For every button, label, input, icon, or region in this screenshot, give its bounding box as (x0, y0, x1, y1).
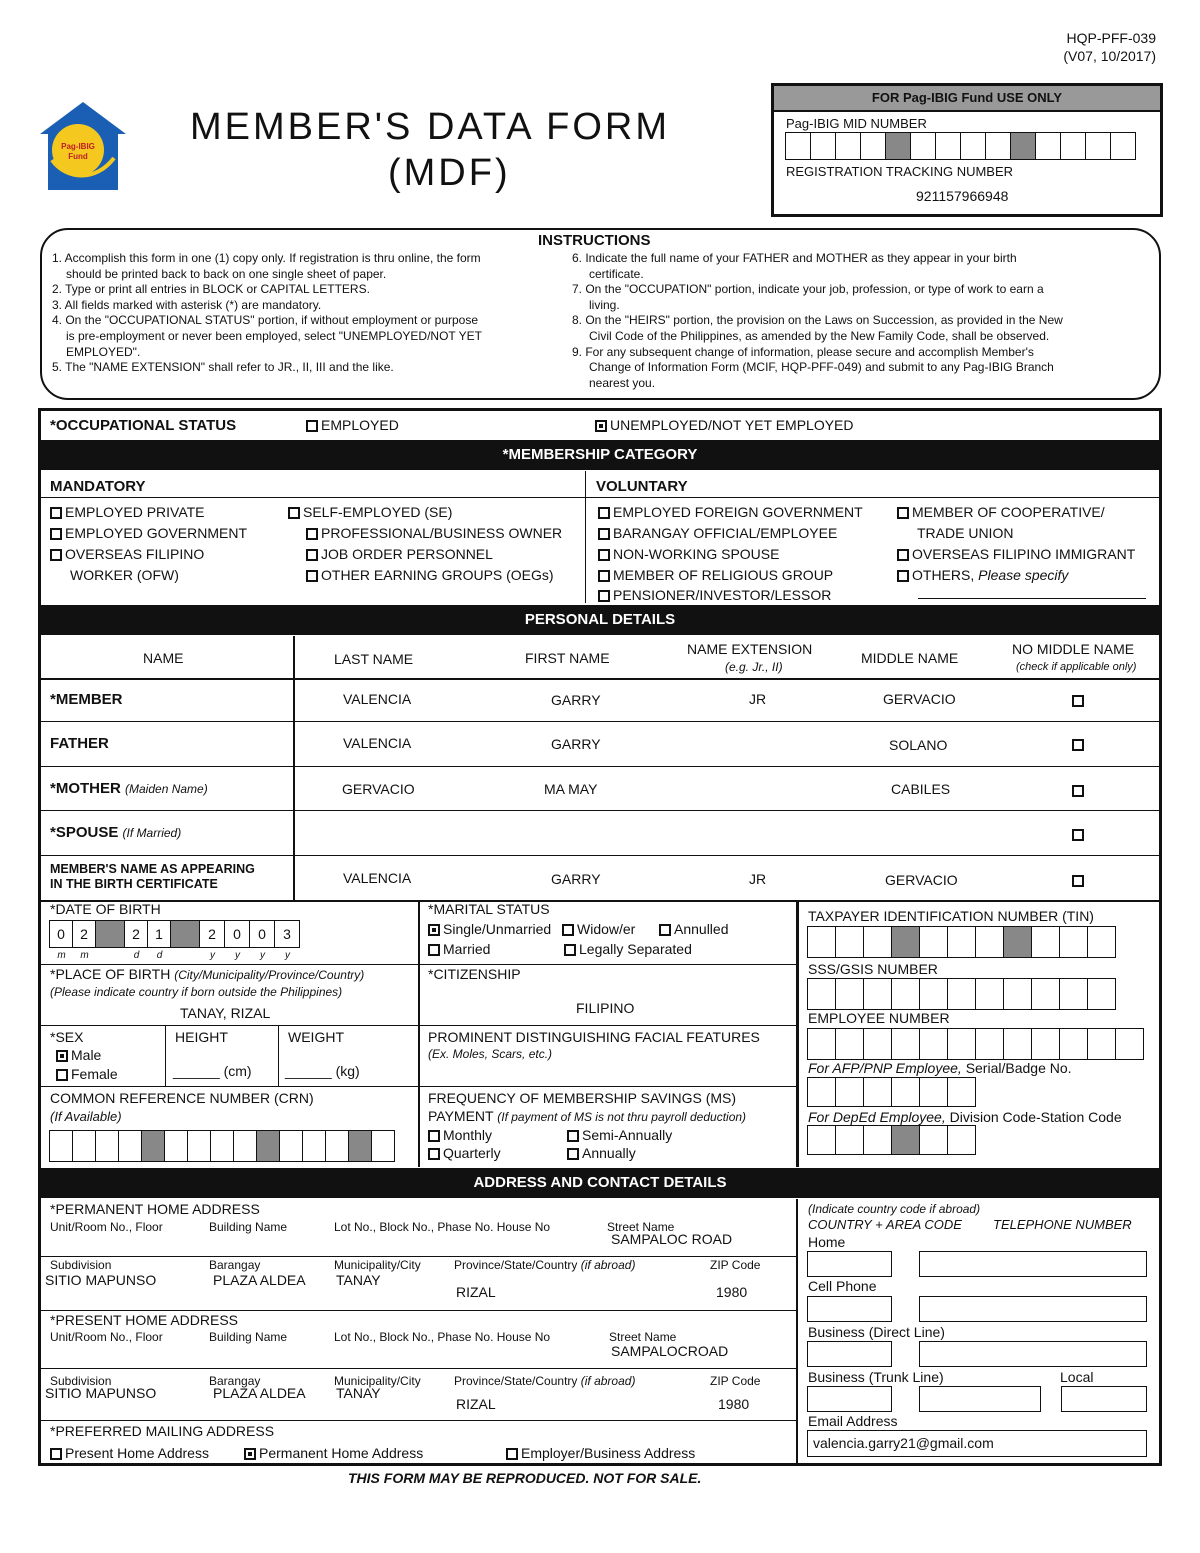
instructions-right (572, 251, 1152, 391)
deped-boxes[interactable] (808, 1125, 976, 1155)
crn-boxes[interactable] (50, 1130, 395, 1162)
marital-label: *MARITAL STATUS (428, 901, 550, 917)
deped-label-italic: For DepEd Employee, (808, 1109, 946, 1125)
birthcert-no-middle-checkbox[interactable] (1072, 872, 1087, 890)
option-label: PENSIONER/INVESTOR/LESSOR (613, 587, 832, 603)
sex-label: *SEX (50, 1029, 84, 1045)
pres-province[interactable]: RIZAL (456, 1396, 496, 1412)
local-label: Local (1060, 1369, 1094, 1385)
form-version: (V07, 10/2017) (1063, 48, 1156, 64)
business-trunk-code-input[interactable] (807, 1386, 892, 1412)
col-name-extension: NAME EXTENSION (687, 641, 813, 657)
instruction-line: Change of Information Form (MCIF, HQP-PFF-049) and submit to any Pag-IBIG Branch (589, 360, 1054, 375)
perm-address-label: *PERMANENT HOME ADDRESS (50, 1201, 260, 1217)
divider (165, 1026, 166, 1086)
afp-label-italic: For AFP/PNP Employee, (808, 1060, 962, 1076)
father-last-name[interactable]: VALENCIA (343, 735, 412, 751)
col-prov-italic: (if abroad) (580, 1374, 636, 1388)
col-name-extension-sub: (e.g. Jr., II) (725, 660, 783, 674)
mid-number-boxes[interactable] (786, 132, 1136, 160)
option-non-working-spouse[interactable] (598, 544, 863, 565)
row-label: FATHER (50, 735, 109, 752)
perm-street[interactable]: SAMPALOC ROAD (611, 1231, 733, 1247)
employed-checkbox[interactable] (306, 420, 318, 432)
option-ofi[interactable] (897, 544, 1135, 565)
member-name-extension[interactable]: JR (749, 691, 767, 707)
ms-note: (If payment of MS is not thru payroll deduction) (497, 1110, 747, 1124)
height-blank[interactable]: ______ (173, 1063, 220, 1079)
voluntary-col2 (897, 502, 1135, 586)
instruction-line: 1. Accomplish this form in one (1) copy only. If registration is thru online, the form (52, 251, 481, 265)
divider (40, 1420, 796, 1421)
divider (40, 1256, 796, 1257)
option-professional[interactable] (288, 523, 562, 544)
cell-label: Cell Phone (808, 1278, 877, 1294)
cell-code-input[interactable] (807, 1296, 892, 1322)
option-label: EMPLOYED GOVERNMENT (65, 525, 248, 541)
sss-boxes[interactable] (808, 978, 1116, 1010)
tin-boxes[interactable] (808, 926, 1116, 958)
dob-digit[interactable]: 1 (147, 920, 171, 948)
instruction-line: 5. The "NAME EXTENSION" shall refer to JR., II, III and the like. (52, 360, 394, 375)
contact-note: (Indicate country code if abroad) (808, 1202, 981, 1216)
pres-col-subdivision: Subdivision (50, 1374, 112, 1388)
business-direct-code-input[interactable] (807, 1341, 892, 1367)
marital-widow[interactable] (562, 921, 635, 937)
dob-label: *DATE OF BIRTH (50, 901, 161, 917)
facial-note: (Ex. Moles, Scars, etc.) (428, 1047, 553, 1061)
contact-tel-header: TELEPHONE NUMBER (993, 1217, 1132, 1232)
weight-field[interactable] (285, 1063, 360, 1079)
spouse-no-middle-checkbox[interactable] (1072, 826, 1087, 844)
sex-male[interactable] (56, 1047, 101, 1063)
weight-unit: (kg) (335, 1063, 360, 1079)
others-specify-line[interactable] (918, 598, 1146, 599)
dob-sub: d (133, 950, 140, 961)
option-label: Present Home Address (65, 1445, 209, 1461)
afp-label (808, 1060, 1072, 1076)
instruction-line: is pre-employment or never been employed, select "UNEMPLOYED/NOT YET (66, 328, 482, 343)
option-label: SELF-EMPLOYED (SE) (303, 504, 453, 520)
ms-quarterly[interactable] (428, 1145, 501, 1161)
col-first-name: FIRST NAME (525, 650, 610, 666)
option-label: Quarterly (443, 1145, 501, 1161)
dob-sub: m (80, 950, 89, 961)
dob-digit[interactable]: 0 (224, 920, 250, 948)
perm-col-municipality: Municipality/City (334, 1258, 421, 1272)
member-middle-name[interactable]: GERVACIO (883, 691, 956, 707)
col-prov-italic: (if abroad) (580, 1258, 636, 1272)
option-label: Male (71, 1047, 102, 1063)
birthcert-first-name[interactable]: GARRY (551, 871, 601, 887)
weight-blank[interactable]: ______ (285, 1063, 332, 1079)
row-label: *SPOUSE (50, 824, 119, 841)
row-label: *MEMBER (50, 691, 123, 708)
pres-col-building: Building Name (209, 1330, 288, 1344)
option-religious[interactable] (598, 565, 863, 586)
divider (40, 810, 1160, 811)
perm-col-building: Building Name (209, 1220, 288, 1234)
footer-note: THIS FORM MAY BE REPRODUCED. NOT FOR SALE. (348, 1470, 702, 1486)
sss-label: SSS/GSIS NUMBER (808, 961, 938, 977)
option-label: NON-WORKING SPOUSE (613, 546, 780, 562)
perm-col-barangay: Barangay (209, 1258, 261, 1272)
pres-street[interactable]: SAMPALOCROAD (611, 1343, 729, 1359)
birthcert-last-name[interactable]: VALENCIA (343, 870, 412, 886)
divider (40, 964, 796, 965)
col-middle-name: MIDDLE NAME (861, 650, 959, 666)
row-label-member (50, 691, 123, 708)
height-label: HEIGHT (175, 1029, 228, 1045)
dob-sublabels (50, 950, 300, 961)
dob-separator (170, 920, 200, 948)
option-label: Employer/Business Address (521, 1445, 696, 1461)
col-prov-text: Province/State/Country (454, 1374, 578, 1388)
dob-sub: y (210, 950, 215, 961)
unemployed-label: UNEMPLOYED/NOT YET EMPLOYED (610, 417, 854, 433)
afp-boxes[interactable] (808, 1077, 976, 1107)
instruction-line: EMPLOYED". (66, 344, 141, 359)
instruction-line: 4. On the "OCCUPATIONAL STATUS" portion, if without employment or purpose (52, 313, 479, 328)
option-label: Single/Unmarried (443, 921, 552, 937)
dob-digit[interactable]: 2 (199, 920, 225, 948)
page-subtitle: (MDF) (388, 152, 511, 194)
page-title: MEMBER'S DATA FORM (190, 106, 670, 148)
option-label-cont: WORKER (OFW) (70, 567, 179, 583)
option-label-italic: Please specify (978, 567, 1069, 583)
instruction-line: nearest you. (589, 375, 656, 390)
option-barangay[interactable] (598, 523, 863, 544)
deped-label-text: Division Code-Station Code (949, 1109, 1122, 1125)
option-label: OTHERS, (912, 567, 975, 583)
fund-use-header: FOR Pag-IBIG Fund USE ONLY (774, 86, 1160, 112)
option-label: Annulled (674, 921, 729, 937)
option-oegs[interactable] (288, 565, 562, 586)
instruction-line: living. (589, 297, 620, 312)
mailing-label: *PREFERRED MAILING ADDRESS (50, 1423, 275, 1439)
ms-annually[interactable] (567, 1145, 636, 1161)
option-label: Legally Separated (579, 941, 692, 957)
home-label: Home (808, 1234, 846, 1250)
ms-label-2-text: PAYMENT (428, 1108, 494, 1124)
pob-value[interactable]: TANAY, RIZAL (180, 1005, 271, 1021)
option-label: OVERSEAS FILIPINO IMMIGRANT (912, 546, 1136, 562)
father-middle-name[interactable]: SOLANO (889, 737, 948, 753)
pob-label-italic: (City/Municipality/Province/Country) (174, 968, 365, 982)
divider (40, 497, 1160, 498)
unemployed-option[interactable] (595, 417, 854, 433)
member-first-name[interactable]: GARRY (551, 692, 601, 708)
dob-digit[interactable]: 2 (72, 920, 96, 948)
crn-label: COMMON REFERENCE NUMBER (CRN) (50, 1090, 314, 1106)
mother-first-name[interactable]: MA MAY (544, 781, 598, 797)
option-label: Annually (582, 1145, 636, 1161)
option-label: OTHER EARNING GROUPS (OEGs) (321, 567, 554, 583)
option-label: EMPLOYED PRIVATE (65, 504, 205, 520)
address-contact-band: ADDRESS AND CONTACT DETAILS (40, 1168, 1160, 1198)
member-no-middle-checkbox[interactable] (1072, 692, 1087, 710)
instruction-line: certificate. (589, 266, 644, 281)
option-label: MEMBER OF COOPERATIVE/ (912, 504, 1105, 520)
instruction-line: should be printed back to back on one single sheet of paper. (66, 266, 387, 281)
perm-province[interactable]: RIZAL (456, 1284, 496, 1300)
option-label: Married (443, 941, 491, 957)
citizenship-label: *CITIZENSHIP (428, 966, 521, 982)
perm-col-province (454, 1258, 635, 1272)
pres-col-lot: Lot No., Block No., Phase No. House No (334, 1330, 551, 1344)
birthcert-middle-name[interactable]: GERVACIO (885, 872, 958, 888)
dob-digit[interactable]: 0 (249, 920, 275, 948)
dob-separator (95, 920, 125, 948)
logo-text: Pag-IBIG Fund (61, 142, 95, 161)
mail-employer-option[interactable] (506, 1445, 695, 1461)
instruction-line: 7. On the "OCCUPATION" portion, indicate your job, profession, or type of work to earn a (572, 282, 1044, 297)
ms-label-2 (428, 1108, 746, 1124)
col-name: NAME (143, 650, 184, 666)
pres-col-street: Street Name (609, 1330, 677, 1344)
option-label: EMPLOYED FOREIGN GOVERNMENT (613, 504, 863, 520)
perm-barangay[interactable]: PLAZA ALDEA (213, 1272, 306, 1288)
option-label: OVERSEAS FILIPINO (65, 546, 205, 562)
option-label: Semi-Annually (582, 1127, 673, 1143)
instruction-line: 8. On the "HEIRS" portion, the provision on the Laws on Succession, as provided in the New (572, 313, 1063, 328)
business-trunk-number-input[interactable] (919, 1386, 1041, 1412)
option-ofw[interactable] (50, 544, 247, 565)
employed-option[interactable] (306, 417, 399, 433)
afp-label-text: Serial/Badge No. (965, 1060, 1072, 1076)
form-code: HQP-PFF-039 (1066, 30, 1156, 46)
employed-label: EMPLOYED (321, 417, 399, 433)
dob-digit[interactable]: 2 (124, 920, 148, 948)
row-label-mother (50, 780, 208, 797)
dob-digit[interactable]: 0 (49, 920, 73, 948)
pob-label (50, 966, 364, 982)
instruction-line: 6. Indicate the full name of your FATHER and MOTHER as they appear in your birth (572, 251, 1017, 265)
divider (40, 855, 1160, 856)
option-label: Monthly (443, 1127, 493, 1143)
weight-label: WEIGHT (288, 1029, 344, 1045)
row-label-father (50, 735, 109, 752)
marital-annulled[interactable] (659, 921, 729, 937)
home-code-input[interactable] (807, 1251, 892, 1277)
divider (796, 1199, 798, 1464)
divider (40, 678, 1160, 680)
perm-col-unit: Unit/Room No., Floor (50, 1220, 163, 1234)
dob-sub: d (156, 950, 163, 961)
option-label: BARANGAY OFFICIAL/EMPLOYEE (613, 525, 838, 541)
dob-sub: y (285, 950, 290, 961)
birthcert-label-line: IN THE BIRTH CERTIFICATE (50, 877, 218, 891)
option-cooperative[interactable] (897, 502, 1135, 523)
home-number-input[interactable] (919, 1251, 1147, 1277)
mother-last-name[interactable]: GERVACIO (342, 781, 415, 797)
business-trunk-label: Business (Trunk Line) (808, 1369, 944, 1385)
dob-boxes[interactable] (50, 920, 300, 948)
father-first-name[interactable]: GARRY (551, 736, 601, 752)
option-label-cont: TRADE UNION (917, 525, 1014, 541)
ms-label-1: FREQUENCY OF MEMBERSHIP SAVINGS (MS) (428, 1090, 737, 1106)
dob-sub: m (57, 950, 66, 961)
pres-address-label: *PRESENT HOME ADDRESS (50, 1312, 239, 1328)
divider (40, 1368, 796, 1369)
rtn-label: REGISTRATION TRACKING NUMBER (786, 164, 1014, 179)
mandatory-col2 (288, 502, 562, 586)
pres-col-unit: Unit/Room No., Floor (50, 1330, 163, 1344)
contact-codes-header: COUNTRY + AREA CODE (808, 1217, 962, 1232)
crn-note: (If Available) (50, 1109, 122, 1124)
option-label: JOB ORDER PERSONNEL (321, 546, 493, 562)
pres-municipality[interactable]: TANAY (336, 1385, 381, 1401)
divider (40, 1025, 796, 1026)
divider (40, 721, 1160, 722)
pres-col-municipality: Municipality/City (334, 1374, 421, 1388)
row-label: *MOTHER (50, 780, 121, 797)
business-direct-number-input[interactable] (919, 1341, 1147, 1367)
option-label: Female (71, 1066, 118, 1082)
pres-barangay[interactable]: PLAZA ALDEA (213, 1385, 306, 1401)
option-self-employed[interactable] (288, 502, 562, 523)
birthcert-label (50, 862, 255, 892)
divider (796, 901, 799, 1167)
dob-sub: y (260, 950, 265, 961)
perm-municipality[interactable]: TANAY (336, 1272, 381, 1288)
marital-single[interactable] (428, 921, 551, 937)
row-label-spouse (50, 824, 181, 841)
instruction-line: Civil Code of the Philippines, as amended by the New Family Code, shall be observed. (589, 328, 1050, 343)
dob-sub: y (235, 950, 240, 961)
instruction-line: 9. For any subsequent change of information, please secure and accomplish Member's (572, 344, 1034, 359)
option-others[interactable] (897, 565, 1135, 586)
divider (40, 900, 1160, 902)
mandatory-col1 (50, 502, 247, 586)
height-unit: (cm) (223, 1063, 252, 1079)
divider (418, 901, 420, 1167)
instructions-left (52, 251, 557, 376)
option-label: Permanent Home Address (259, 1445, 424, 1461)
birthcert-label-line: MEMBER'S NAME AS APPEARING (50, 862, 255, 876)
perm-col-lot: Lot No., Block No., Phase No. House No (334, 1220, 551, 1234)
pob-label-text: *PLACE OF BIRTH (50, 966, 171, 982)
ms-monthly[interactable] (428, 1127, 492, 1143)
marital-separated[interactable] (564, 941, 692, 957)
pob-note: (Please indicate country if born outside the Philippines) (50, 985, 343, 999)
pres-zip[interactable]: 1980 (718, 1396, 750, 1412)
unemployed-checkbox[interactable] (595, 420, 607, 432)
col-last-name: LAST NAME (334, 651, 414, 667)
perm-col-subdivision: Subdivision (50, 1258, 112, 1272)
member-last-name[interactable]: VALENCIA (343, 691, 412, 707)
option-pensioner[interactable] (598, 586, 863, 604)
occupational-status-label: *OCCUPATIONAL STATUS (50, 417, 237, 434)
membership-category-band: *MEMBERSHIP CATEGORY (40, 440, 1160, 470)
email-input[interactable]: valencia.garry21@gmail.com (807, 1430, 1147, 1457)
email-label: Email Address (808, 1413, 898, 1429)
pagibig-logo (38, 100, 128, 192)
voluntary-col1 (598, 502, 863, 604)
option-employed-private[interactable] (50, 502, 247, 523)
divider (585, 471, 586, 603)
perm-col-zip: ZIP Code (710, 1258, 761, 1272)
option-label: MEMBER OF RELIGIOUS GROUP (613, 567, 834, 583)
col-prov-text: Province/State/Country (454, 1258, 578, 1272)
deped-label (808, 1109, 1122, 1125)
perm-subdivision[interactable]: SITIO MAPUNSO (45, 1272, 157, 1288)
col-no-middle-name-sub: (check if applicable only) (1016, 661, 1137, 673)
mother-no-middle-checkbox[interactable] (1072, 782, 1087, 800)
facial-label: PROMINENT DISTINGUISHING FACIAL FEATURES (428, 1029, 760, 1045)
business-direct-label: Business (Direct Line) (808, 1324, 945, 1340)
ms-semi-annually[interactable] (567, 1127, 672, 1143)
employee-number-boxes[interactable] (808, 1028, 1144, 1060)
mid-label: Pag-IBIG MID NUMBER (786, 116, 927, 131)
mail-present-option[interactable] (50, 1445, 209, 1461)
option-label: PROFESSIONAL/BUSINESS OWNER (321, 525, 563, 541)
divider (40, 1310, 796, 1311)
option-job-order[interactable] (288, 544, 562, 565)
voluntary-label: VOLUNTARY (596, 478, 688, 495)
height-field[interactable] (173, 1063, 252, 1079)
col-no-middle-name: NO MIDDLE NAME (1012, 641, 1135, 657)
sex-female[interactable] (56, 1066, 118, 1082)
mandatory-label: MANDATORY (50, 478, 146, 495)
marital-married[interactable] (428, 941, 490, 957)
dob-digit[interactable]: 3 (274, 920, 300, 948)
pres-col-zip: ZIP Code (710, 1374, 761, 1388)
option-employed-government[interactable] (50, 523, 247, 544)
tin-label: TAXPAYER IDENTIFICATION NUMBER (TIN) (808, 908, 1094, 924)
divider (40, 1086, 796, 1087)
option-foreign-gov[interactable] (598, 502, 863, 523)
instruction-line: 2. Type or print all entries in BLOCK or CAPITAL LETTERS. (52, 282, 370, 297)
pres-col-barangay: Barangay (209, 1374, 261, 1388)
row-label-sub: (If Married) (122, 826, 182, 840)
mother-middle-name[interactable]: CABILES (891, 781, 951, 797)
birthcert-name-extension[interactable]: JR (749, 871, 767, 887)
employee-number-label: EMPLOYEE NUMBER (808, 1010, 950, 1026)
citizenship-value[interactable]: FILIPINO (576, 1000, 635, 1016)
row-label-sub: (Maiden Name) (125, 782, 208, 796)
instruction-line: 3. All fields marked with asterisk (*) are mandatory. (52, 297, 322, 312)
divider (278, 1026, 279, 1086)
pres-col-province (454, 1374, 635, 1388)
pres-subdivision[interactable]: SITIO MAPUNSO (45, 1385, 157, 1401)
local-input[interactable] (1061, 1386, 1147, 1412)
divider (40, 766, 1160, 767)
perm-col-street: Street Name (607, 1220, 675, 1234)
father-no-middle-checkbox[interactable] (1072, 736, 1087, 754)
divider (293, 636, 295, 900)
perm-zip[interactable]: 1980 (716, 1284, 748, 1300)
instructions-title: INSTRUCTIONS (538, 232, 651, 249)
cell-number-input[interactable] (919, 1296, 1147, 1322)
option-label: Widow/er (577, 921, 636, 937)
personal-details-band: PERSONAL DETAILS (40, 605, 1160, 635)
rtn-value: 921157966948 (916, 188, 1009, 204)
mail-permanent-option[interactable] (244, 1445, 423, 1461)
